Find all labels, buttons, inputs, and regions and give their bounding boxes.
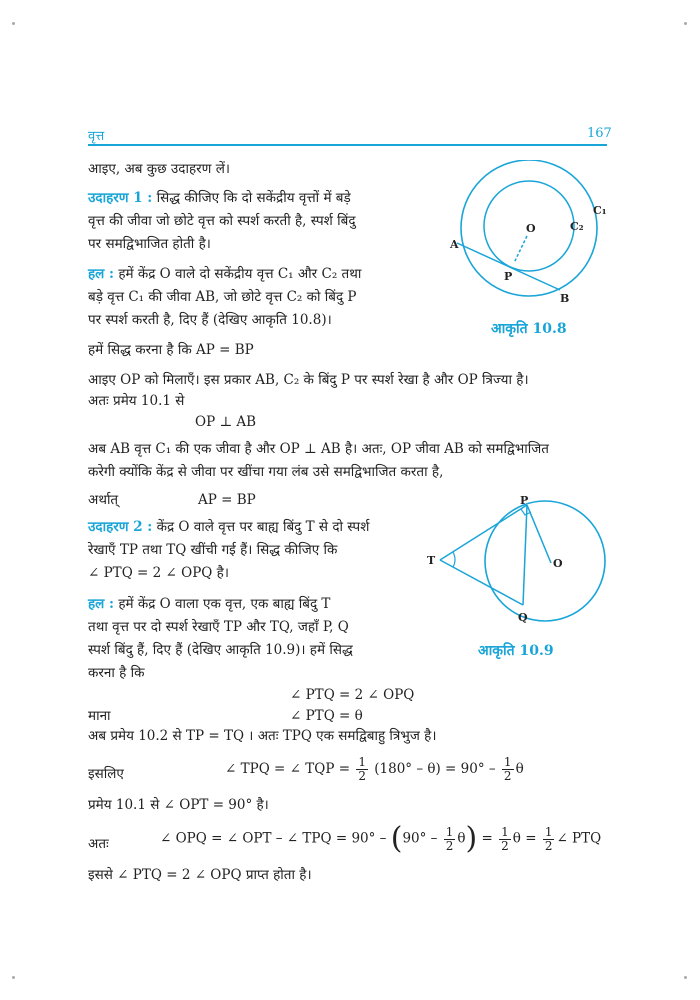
solution2-line3: स्पर्श बिंदु हैं, दिए हैं (देखिए आकृति 10.9)। हमें सिद्ध xyxy=(88,642,353,658)
example1-line1: उदाहरण 1 : सिद्ध कीजिए कि दो सकेंद्रीय वृत्तों में बड़े xyxy=(88,190,351,206)
label-p2: P xyxy=(520,495,529,507)
solution1-line5: आइए OP को मिलाएँ। इस प्रकार AB, C₂ के बिंदु P पर स्पर्श रेखा है और OP त्रिज्या है। xyxy=(88,372,529,388)
islie-label: इसलिए xyxy=(88,766,124,782)
fraction-half: $\frac{1}{2}$ xyxy=(501,824,509,853)
label-b: B xyxy=(560,292,570,305)
figure-10-9-caption: आकृति 10.9 xyxy=(478,643,554,659)
chord-pq xyxy=(523,505,527,605)
example2-line1: उदाहरण 2 : केंद्र O वाले वृत्त पर बाह्य बिंदु T से दो स्पर्श xyxy=(88,519,370,535)
example1-line3: पर समद्विभाजित होती है। xyxy=(88,236,211,252)
solution2-line5: अब प्रमेय 10.2 से TP = TQ । अतः TPQ एक समद्विबाहु त्रिभुज है। xyxy=(88,728,437,744)
solution2-line2: तथा वृत्त पर दो स्पर्श रेखाएँ TP और TQ, जहाँ P, Q xyxy=(88,619,349,635)
solution1-line9: करेगी क्योंकि केंद्र से जीवा पर खींचा गया लंब उसे समद्विभाजित करता है, xyxy=(88,464,444,480)
example2-line3: ∠ PTQ = 2 ∠ OPQ है। xyxy=(88,565,229,581)
label-q: Q xyxy=(518,611,528,624)
angle-mark-t xyxy=(453,552,455,567)
solution1-line3: पर स्पर्श करती है, दिए हैं (देखिए आकृति 10.8)। xyxy=(88,312,332,328)
solution2-line1: हल : हमें केंद्र O वाला एक वृत्त, एक बाह्य बिंदु T xyxy=(88,596,331,612)
solution2-line7: इससे ∠ PTQ = 2 ∠ OPQ प्राप्त होता है। xyxy=(88,867,312,883)
tangent-tp xyxy=(440,505,527,560)
tangent-tq xyxy=(440,560,523,605)
label-t: T xyxy=(427,554,436,567)
solution1-line2: बड़े वृत्त C₁ की जीवा AB, जो छोटे वृत्त C₂ को बिंदु P xyxy=(88,289,357,305)
label-a: A xyxy=(450,238,459,251)
figure-10-8-caption: आकृति 10.8 xyxy=(491,321,567,337)
figure-10-8 xyxy=(440,160,620,310)
fraction-half: $\frac{1}{2}$ xyxy=(445,824,454,853)
label-c2: C₂ xyxy=(570,220,584,233)
solution1-label: हल : xyxy=(88,266,115,282)
solution1-line7: OP ⊥ AB xyxy=(195,414,257,430)
label-c1: C₁ xyxy=(593,204,607,217)
example2-line2: रेखाएँ TP तथा TQ खींची गई हैं। सिद्ध कीजिए कि xyxy=(88,542,338,558)
solution1-line8: अब AB वृत्त C₁ की एक जीवा है और OP ⊥ AB है। अतः, OP जीवा AB को समद्विभाजित xyxy=(88,441,549,457)
figure-10-9 xyxy=(425,495,615,630)
header-rule xyxy=(88,144,607,146)
fraction-half: $\frac{1}{2}$ xyxy=(358,755,366,783)
example1-label: उदाहरण 1 : xyxy=(88,190,153,206)
example2-label: उदाहरण 2 : xyxy=(88,519,153,535)
solution1-line6: अतः प्रमेय 10.1 से xyxy=(88,393,185,409)
equation-ptq-2opq: ∠ PTQ = 2 ∠ OPQ xyxy=(290,687,415,703)
chapter-title: वृत्त xyxy=(88,129,105,144)
solution1-line4: हमें सिद्ध करना है कि AP = BP xyxy=(88,342,254,358)
solution2-label: हल : xyxy=(88,596,115,612)
equation-opq: ∠ OPQ = ∠ OPT – ∠ TPQ = 90° – (90° – $\frac{1}{2}$ θ) = $\frac{1}{2}$ θ = $\frac{1}{2}$ ∠ PTQ xyxy=(160,821,602,856)
equation-ptq-theta: ∠ PTQ = θ xyxy=(290,708,363,724)
label-p: P xyxy=(504,270,513,283)
label-o: O xyxy=(526,222,536,235)
radius-op xyxy=(514,236,527,263)
radius-op xyxy=(527,505,551,563)
fraction-half: $\frac{1}{2}$ xyxy=(503,755,512,783)
atah-label: अतः xyxy=(88,836,109,852)
intro-text: आइए, अब कुछ उदाहरण लें। xyxy=(88,161,230,177)
solution2-line6: प्रमेय 10.1 से ∠ OPT = 90° है। xyxy=(88,797,269,813)
solution2-line4: करना है कि xyxy=(88,665,145,681)
example1-line2: वृत्त की जीवा जो छोटे वृत्त को स्पर्श करती है, स्पर्श बिंदु xyxy=(88,213,356,229)
mana-label: माना xyxy=(88,708,111,724)
solution1-line10-label: अर्थात् xyxy=(88,492,119,508)
label-o2: O xyxy=(553,557,563,570)
equation-tpq: ∠ TPQ = ∠ TQP = $\frac{1}{2}$ (180° – θ) = 90° – $\frac{1}{2}$ θ xyxy=(225,755,524,783)
solution1-line1: हल : हमें केंद्र O वाले दो सकेंद्रीय वृत्त C₁ और C₂ तथा xyxy=(88,266,362,282)
solution1-line10-eq: AP = BP xyxy=(198,492,256,508)
corner-mark xyxy=(684,22,687,25)
fraction-half: $\frac{1}{2}$ xyxy=(544,824,553,853)
corner-mark xyxy=(12,976,15,979)
corner-mark xyxy=(12,22,15,25)
page-number: 167 xyxy=(587,126,612,141)
corner-mark xyxy=(684,976,687,979)
circle-o xyxy=(485,501,605,621)
